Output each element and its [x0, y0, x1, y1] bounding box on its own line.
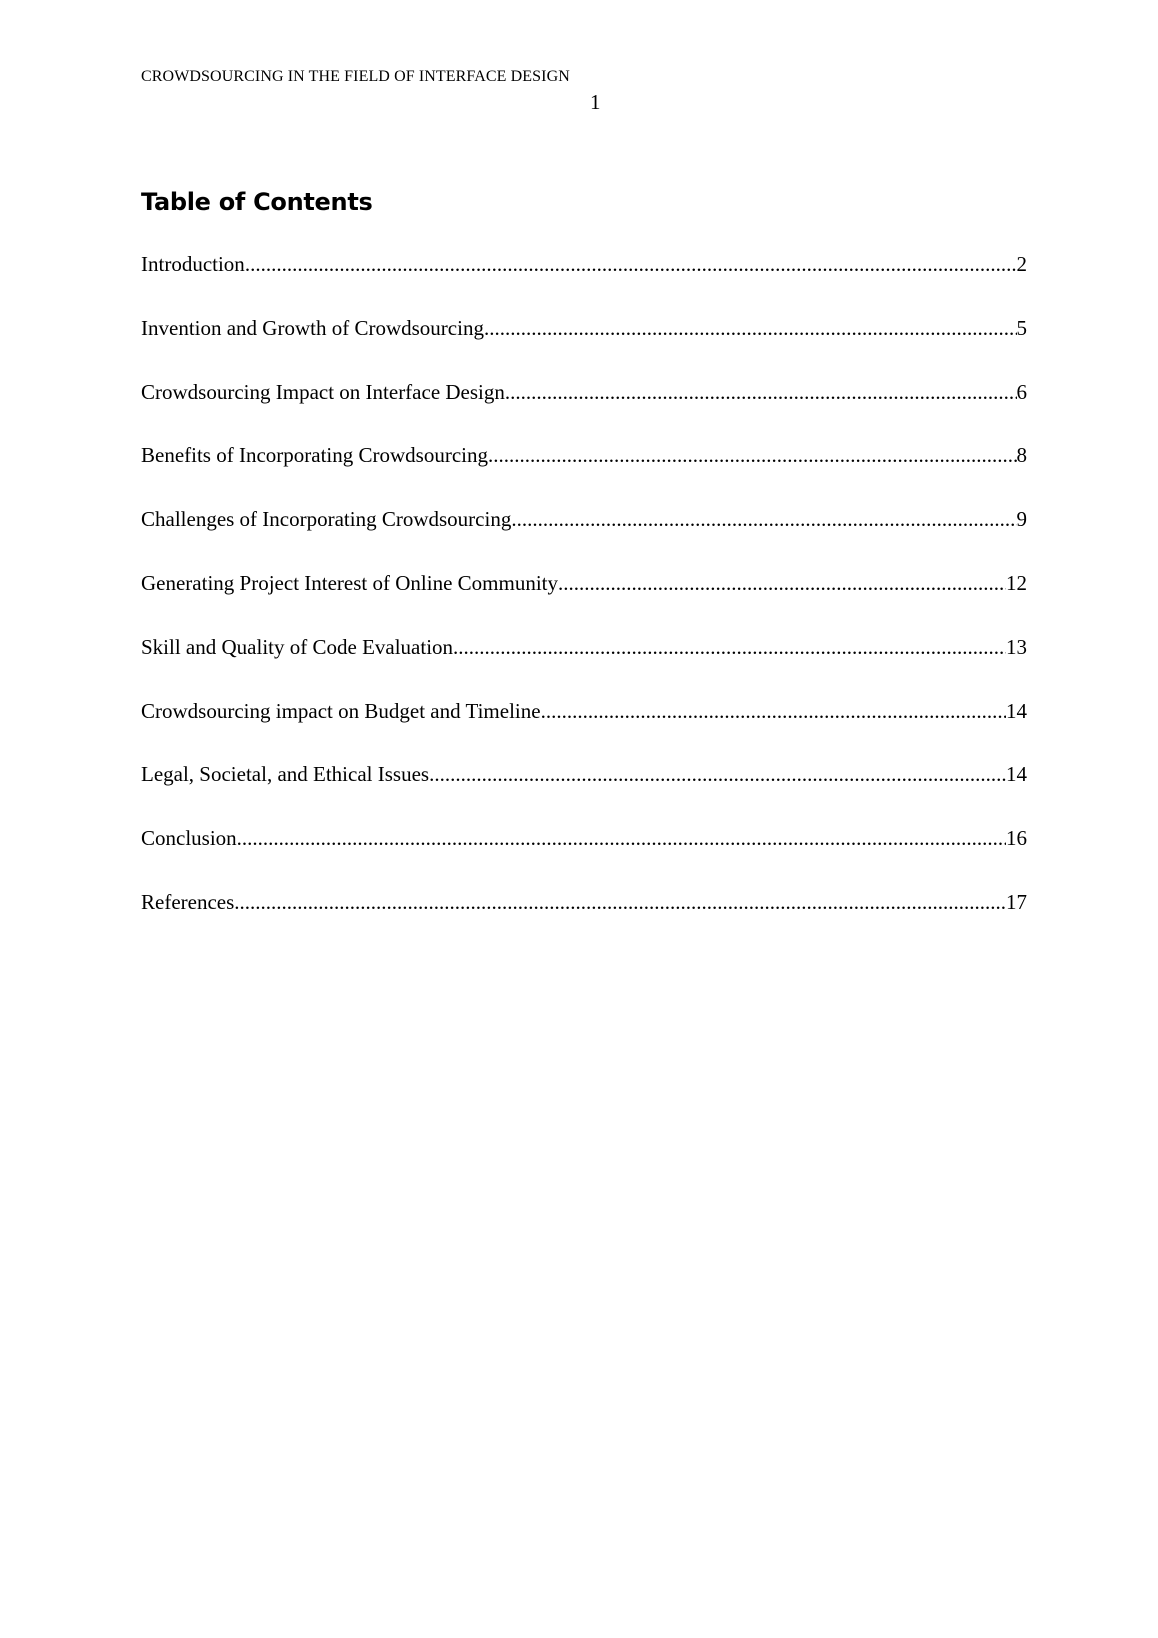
toc-entry-page: 17 [1006, 889, 1027, 914]
toc-entry-invention-and-growth[interactable] [141, 316, 1027, 380]
toc-entry-conclusion[interactable] [141, 826, 1027, 890]
toc-entry-title: Invention and Growth of Crowdsourcing [141, 315, 484, 340]
toc-dot-leader [558, 571, 1006, 596]
toc-entry-skill-and-quality[interactable] [141, 635, 1027, 699]
toc-dot-leader [245, 252, 1017, 277]
toc-entry-impact-on-interface-design[interactable] [141, 380, 1027, 444]
toc-dot-leader [237, 826, 1006, 851]
toc-entry-title: Skill and Quality of Code Evaluation [141, 634, 454, 659]
toc-entry-title: Introduction [141, 252, 245, 276]
toc-dot-leader [484, 316, 1017, 341]
toc-entry-title: Legal, Societal, and Ethical Issues [141, 762, 430, 787]
toc-entry-legal-societal-ethical[interactable] [141, 762, 1027, 826]
toc-entry-page: 16 [1006, 826, 1027, 851]
toc-dot-leader [234, 890, 1006, 915]
toc-entry-page: 9 [1016, 507, 1027, 532]
running-head: CROWDSOURCING IN THE FIELD OF INTERFACE DESIGN [141, 68, 570, 85]
toc-entry-title: Benefits of Incorporating Crowdsourcing [141, 443, 489, 468]
toc-heading: Table of Contents [141, 188, 373, 216]
page-number: 1 [590, 90, 601, 114]
toc-entry-page: 5 [1016, 315, 1027, 340]
toc-entry-title: Challenges of Incorporating Crowdsourcing [141, 507, 512, 532]
toc-entry-page: 8 [1016, 443, 1027, 468]
toc-entry-page: 6 [1016, 379, 1027, 404]
toc-entry-budget-and-timeline[interactable] [141, 699, 1027, 763]
toc-entry-page: 12 [1006, 570, 1027, 595]
toc-entry-page: 14 [1006, 762, 1027, 787]
toc-list [141, 252, 1027, 954]
toc-dot-leader [505, 380, 1017, 405]
toc-entry-introduction[interactable] [141, 252, 1027, 316]
toc-dot-leader [541, 699, 1006, 724]
toc-entry-title: Crowdsourcing impact on Budget and Timeline [141, 698, 541, 723]
toc-entry-page: 2 [1016, 252, 1027, 276]
toc-dot-leader [453, 635, 1006, 660]
toc-entry-references[interactable] [141, 890, 1027, 954]
toc-entry-generating-project-interest[interactable] [141, 571, 1027, 635]
toc-entry-title: Generating Project Interest of Online Community [141, 570, 558, 595]
toc-entry-page: 14 [1006, 698, 1027, 723]
toc-entry-benefits[interactable] [141, 443, 1027, 507]
toc-entry-title: Conclusion [141, 826, 237, 851]
toc-entry-title: References [141, 889, 235, 914]
toc-entry-challenges[interactable] [141, 507, 1027, 571]
toc-entry-title: Crowdsourcing Impact on Interface Design [141, 379, 505, 404]
toc-entry-page: 13 [1006, 634, 1027, 659]
toc-dot-leader [429, 762, 1006, 787]
toc-dot-leader [488, 443, 1016, 468]
toc-dot-leader [511, 507, 1016, 532]
